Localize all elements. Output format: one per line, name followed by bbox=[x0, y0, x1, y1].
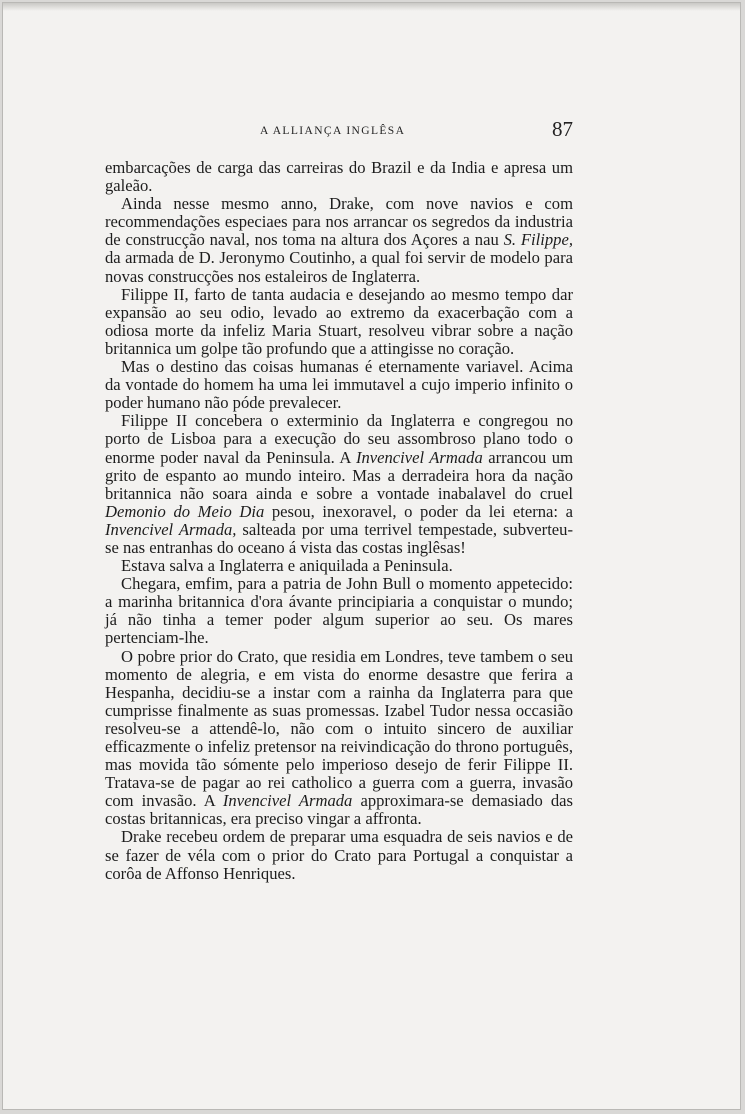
italic-text: Invencivel Armada bbox=[222, 791, 353, 811]
text-run: arrancou um grito de espanto ao mundo inteiro. Mas a derradeira hora da nação britannica não soara ainda e sobre a vontade inabalavel do cruel bbox=[105, 447, 573, 503]
paragraph bbox=[105, 575, 573, 647]
running-title: A ALLIANÇA INGLÊSA bbox=[260, 125, 406, 137]
text-run: da armada de D. Jeronymo Coutinho, a qual foi servir de modelo para novas construcções nos estaleiros de Inglaterra. bbox=[105, 248, 573, 286]
paragraph bbox=[105, 358, 573, 412]
text-run: salteada por uma terrivel tempestade, subverteu-se nas entranhas do oceano á vista das costas inglêsas! bbox=[105, 519, 573, 557]
paragraph bbox=[105, 195, 573, 285]
book-page bbox=[2, 2, 741, 1110]
text-run: Mas o destino das coisas humanas é eternamente variavel. Acima da vontade do homem ha uma lei immutavel a cujo imperio infinito o poder humano não póde prevalecer. bbox=[105, 357, 573, 413]
text-run: embarcações de carga das carreiras do Brazil e da India e apresa um galeão. bbox=[105, 158, 573, 196]
text-run: Filippe II concebera o exterminio da Inglaterra e congregou no porto de Lisboa para a execução do seu assombroso plano todo o enorme poder naval da Peninsula. A bbox=[105, 411, 573, 467]
paragraph bbox=[105, 557, 573, 575]
paragraph bbox=[105, 412, 573, 557]
italic-text: Invencivel Armada, bbox=[105, 519, 237, 539]
paragraph bbox=[105, 159, 573, 195]
text-run: pesou, inexoravel, o poder da lei eterna: a bbox=[264, 501, 573, 521]
page-header bbox=[105, 115, 573, 145]
page-number: 87 bbox=[552, 117, 573, 141]
page-top-edge bbox=[3, 3, 740, 11]
text-run: Estava salva a Inglaterra e aniquilada a Peninsula. bbox=[121, 556, 453, 576]
paragraph bbox=[105, 648, 573, 829]
text-run: approximara-se demasiado das costas britannicas, era preciso vingar a affronta. bbox=[105, 791, 573, 829]
italic-text: Demonio do Meio Dia bbox=[105, 501, 265, 521]
text-run: Ainda nesse mesmo anno, Drake, com nove navios e com recommendações especiaes para nos arrancar os segredos da industria de construcção naval, nos toma na altura dos Açores a nau bbox=[105, 194, 573, 250]
paragraph bbox=[105, 286, 573, 358]
text-run: O pobre prior do Crato, que residia em Londres, teve tambem o seu momento de alegria, e em vista do enorme desastre que ferira a Hespanha, decidiu-se a instar com a rainha da Inglaterra para que cumprisse finalmente as suas promessas. Izabel Tudor nessa occasião resolveu-se a attendê-lo, não com o intuito sincero de auxiliar efficazmente o infeliz pretensor na reivindicação do throno português, mas movida tão sómente pelo imperioso desejo de ferir Filippe II. Tratava-se de pagar ao rei catholico a guerra com a guerra, invasão com invasão. A bbox=[105, 646, 573, 811]
paragraph bbox=[105, 828, 573, 882]
text-run: Chegara, emfim, para a patria de John Bull o momento appetecido: a marinha britannica d'ora ávante principiaria a conquistar o mundo; já não tinha a temer poder algum superior ao seu. Os mares pertenciam-lhe. bbox=[105, 574, 573, 648]
italic-text: S. Filippe, bbox=[503, 230, 573, 250]
italic-text: Invencivel Armada bbox=[355, 447, 483, 467]
body-text bbox=[105, 159, 573, 883]
text-run: Filippe II, farto de tanta audacia e desejando ao mesmo tempo dar expansão ao seu odio, levado ao extremo da exacerbação com a odiosa morte da infeliz Maria Stuart, resolveu vibrar sobre a nação britannica um golpe tão profundo que a attingisse no coração. bbox=[105, 284, 573, 358]
text-run: Drake recebeu ordem de preparar uma esquadra de seis navios e de se fazer de véla com o prior do Crato para Portugal a conquistar a corôa de Affonso Henriques. bbox=[105, 827, 573, 883]
